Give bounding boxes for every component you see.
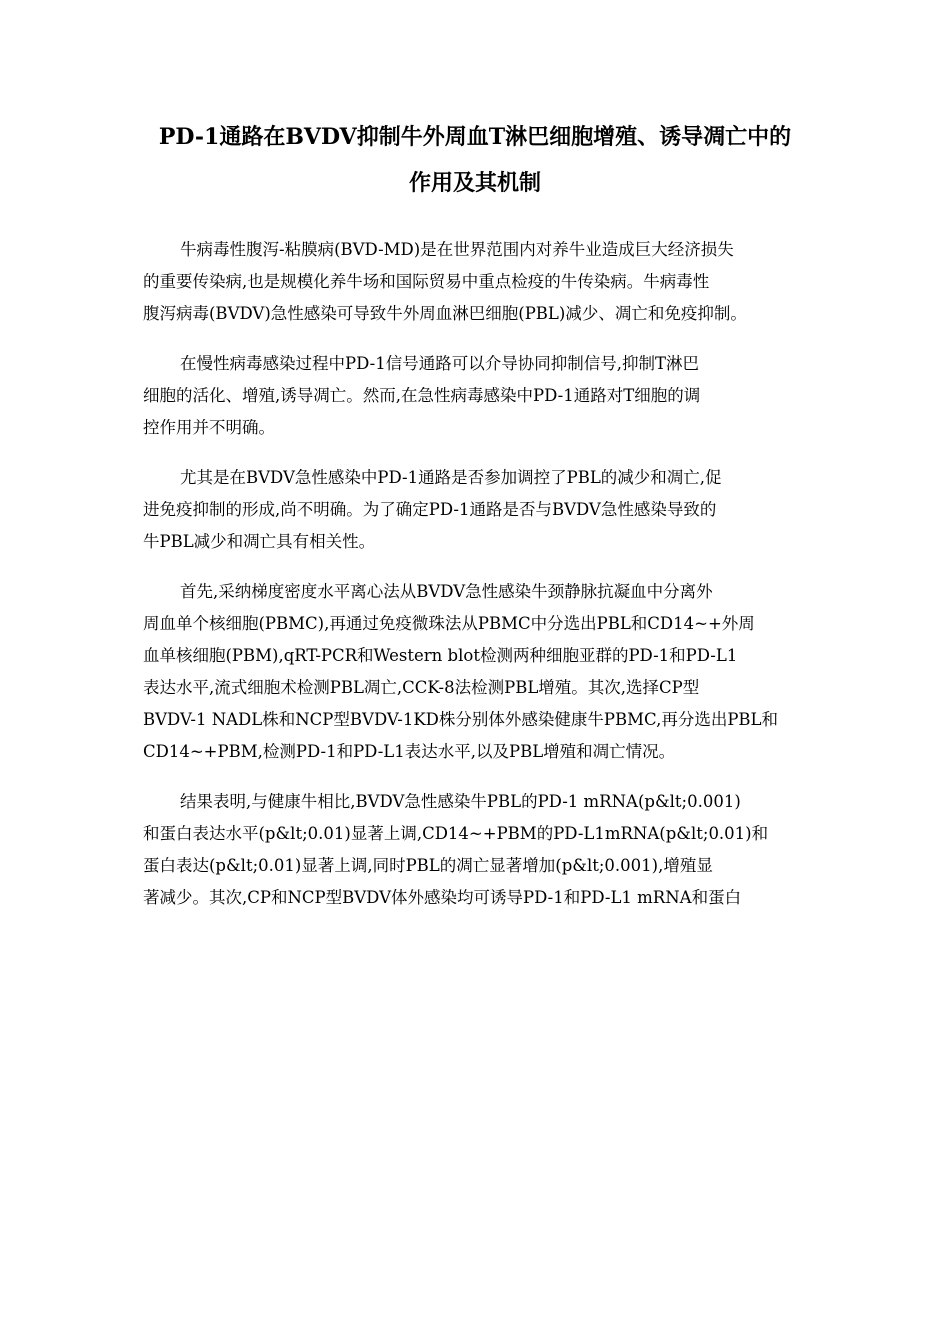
text-line: 首先,采纳梯度密度水平离心法从BVDV急性感染牛颈静脉抗凝血中分离外 — [180, 582, 713, 601]
text-line: 周血单个核细胞(PBMC),再通过免疫微珠法从PBMC中分选出PBL和CD14~+外周 — [143, 614, 755, 633]
text-line: 细胞的活化、增殖,诱导凋亡。然而,在急性病毒感染中PD-1通路对T细胞的调 — [143, 386, 701, 405]
text-line: BVDV-1 NADL株和NCP型BVDV-1KD株分别体外感染健康牛PBMC,再分选出PBL和 — [143, 710, 779, 729]
text-line: 结果表明,与健康牛相比,BVDV急性感染牛PBL的PD-1 mRNA(p&lt;0.001) — [180, 792, 741, 811]
title-line: 作用及其机制 — [408, 170, 541, 196]
text-line: 控作用并不明确。 — [143, 418, 275, 437]
text-line: 蛋白表达(p&lt;0.01)显著上调,同时PBL的凋亡显著增加(p&lt;0.001),增殖显 — [143, 856, 713, 875]
title-line: PD-1通路在BVDV抑制牛外周血T淋巴细胞增殖、诱导凋亡中的 — [158, 124, 792, 150]
text-line: 和蛋白表达水平(p&lt;0.01)显著上调,CD14~+PBM的PD-L1mRNA(p&lt;0.01)和 — [143, 824, 769, 843]
text-line: 表达水平,流式细胞术检测PBL凋亡,CCK-8法检测PBL增殖。其次,选择CP型 — [143, 678, 700, 697]
paragraph-1 — [143, 234, 813, 330]
text-line: 血单核细胞(PBM),qRT-PCR和Western blot检测两种细胞亚群的PD-1和PD-L1 — [143, 646, 738, 665]
document-title — [140, 114, 810, 206]
paragraph-2 — [143, 348, 813, 444]
text-line: 牛PBL减少和凋亡具有相关性。 — [143, 532, 376, 551]
paragraph-3 — [143, 462, 813, 558]
paragraph-4 — [143, 576, 813, 768]
text-line: 的重要传染病,也是规模化养牛场和国际贸易中重点检疫的牛传染病。牛病毒性 — [143, 272, 710, 291]
paragraph-5 — [143, 786, 813, 914]
text-line: 在慢性病毒感染过程中PD-1信号通路可以介导协同抑制信号,抑制T淋巴 — [180, 354, 699, 373]
text-line: 进免疫抑制的形成,尚不明确。为了确定PD-1通路是否与BVDV急性感染导致的 — [143, 500, 717, 519]
text-line: 尤其是在BVDV急性感染中PD-1通路是否参加调控了PBL的减少和凋亡,促 — [180, 468, 722, 487]
text-line: 牛病毒性腹泻-粘膜病(BVD-MD)是在世界范围内对养牛业造成巨大经济损失 — [180, 240, 734, 259]
text-line: CD14~+PBM,检测PD-1和PD-L1表达水平,以及PBL增殖和凋亡情况。 — [143, 742, 676, 761]
text-line: 腹泻病毒(BVDV)急性感染可导致牛外周血淋巴细胞(PBL)减少、凋亡和免疫抑制。 — [143, 304, 747, 323]
document-body — [143, 234, 813, 932]
text-line: 著减少。其次,CP和NCP型BVDV体外感染均可诱导PD-1和PD-L1 mRNA和蛋白 — [143, 888, 742, 907]
